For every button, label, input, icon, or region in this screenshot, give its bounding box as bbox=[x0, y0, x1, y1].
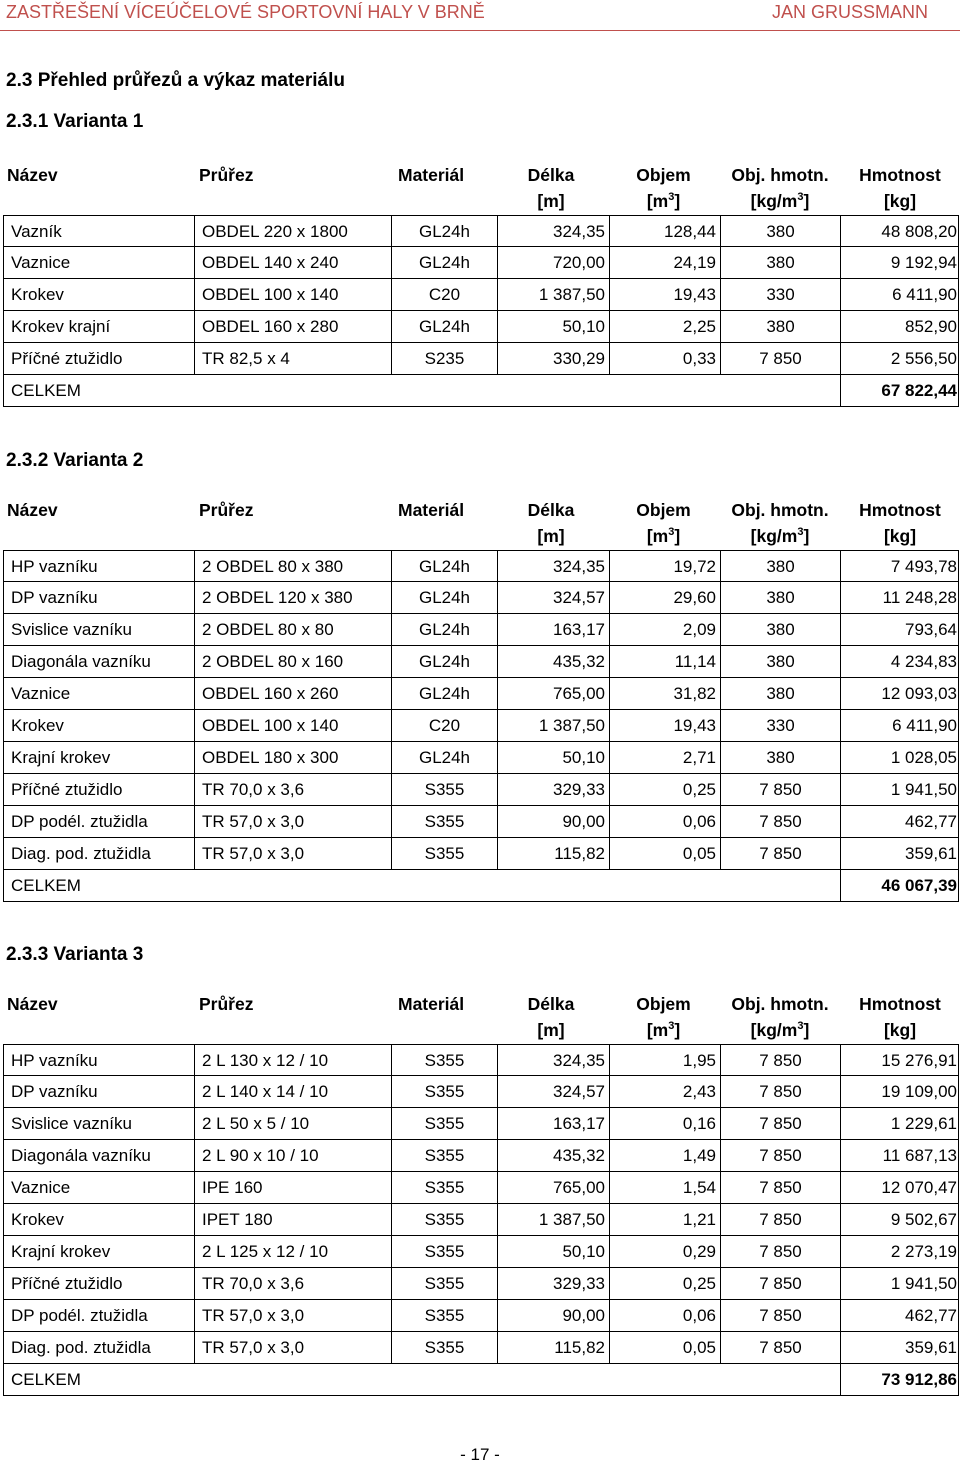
cell-volume: 0,33 bbox=[609, 343, 720, 374]
total-row bbox=[3, 375, 959, 407]
header-volume-unit-line bbox=[608, 188, 719, 214]
cell-mass: 852,90 bbox=[840, 311, 960, 342]
cell-profile: 2 OBDEL 120 x 380 bbox=[194, 582, 391, 613]
cell-name: Vazník bbox=[11, 222, 62, 241]
cell-material: S355 bbox=[391, 838, 497, 869]
header-mass-unit: [kg] bbox=[883, 1020, 917, 1040]
table-header bbox=[3, 989, 959, 1045]
cell-profile: 2 OBDEL 80 x 80 bbox=[194, 614, 391, 645]
cell-material: GL24h bbox=[391, 614, 497, 645]
cell-mass: 1 028,05 bbox=[840, 742, 960, 773]
cell-length: 330,29 bbox=[497, 343, 609, 374]
cell-density: 7 850 bbox=[720, 838, 840, 869]
header-volume-exp: 3 bbox=[668, 526, 675, 539]
cell-length: 765,00 bbox=[497, 678, 609, 709]
cell-profile: 2 L 140 x 14 / 10 bbox=[194, 1076, 391, 1107]
cell-length: 163,17 bbox=[497, 614, 609, 645]
cell-material: S355 bbox=[391, 1300, 497, 1331]
table-row bbox=[3, 1076, 959, 1108]
cell-material: S355 bbox=[391, 774, 497, 805]
header-volume-unit-line bbox=[608, 1017, 719, 1043]
cell-density: 380 bbox=[720, 247, 840, 278]
cell-mass: 9 502,67 bbox=[840, 1204, 960, 1235]
cell-profile: OBDEL 160 x 280 bbox=[194, 311, 391, 342]
header-title: ZASTŘEŠENÍ VÍCEÚČELOVÉ SPORTOVNÍ HALY V BRNĚ bbox=[6, 2, 485, 22]
cell-volume: 29,60 bbox=[609, 582, 720, 613]
cell-mass: 48 808,20 bbox=[840, 216, 960, 246]
header-density-exp: 3 bbox=[797, 1020, 804, 1033]
cell-density: 7 850 bbox=[720, 806, 840, 837]
variant-title: 2.3.2 Varianta 2 bbox=[6, 450, 144, 471]
cell-length: 329,33 bbox=[497, 774, 609, 805]
header-mass bbox=[839, 162, 960, 214]
cell-mass: 462,77 bbox=[840, 1300, 960, 1331]
cell-density: 7 850 bbox=[720, 1108, 840, 1139]
header-material: Materiál bbox=[398, 165, 465, 185]
header-length-unit: [m] bbox=[537, 1020, 565, 1040]
header-material: Materiál bbox=[398, 994, 465, 1014]
cell-density: 7 850 bbox=[720, 1076, 840, 1107]
cell-name: Krokev bbox=[11, 285, 64, 304]
header-length-label: Délka bbox=[527, 165, 575, 185]
cell-material: S355 bbox=[391, 1076, 497, 1107]
header-volume-unit: [m bbox=[646, 191, 669, 211]
cell-volume: 1,21 bbox=[609, 1204, 720, 1235]
table-row bbox=[3, 343, 959, 375]
cell-length: 324,57 bbox=[497, 1076, 609, 1107]
cell-length: 324,35 bbox=[497, 1045, 609, 1075]
cell-volume: 2,71 bbox=[609, 742, 720, 773]
header-density bbox=[719, 162, 841, 214]
total-value: 67 822,44 bbox=[840, 375, 960, 406]
cell-volume: 0,25 bbox=[609, 774, 720, 805]
cell-density: 7 850 bbox=[720, 1300, 840, 1331]
cell-volume: 2,25 bbox=[609, 311, 720, 342]
header-mass bbox=[839, 497, 960, 549]
cell-name: HP vazníku bbox=[11, 1051, 98, 1070]
cell-name: DP vazníku bbox=[11, 588, 98, 607]
cell-volume: 19,72 bbox=[609, 551, 720, 581]
cell-density: 380 bbox=[720, 742, 840, 773]
cell-profile: TR 57,0 x 3,0 bbox=[194, 1332, 391, 1363]
cell-mass: 12 070,47 bbox=[840, 1172, 960, 1203]
cell-name: Příčné ztužidlo bbox=[11, 1274, 123, 1293]
cell-volume: 2,43 bbox=[609, 1076, 720, 1107]
cell-profile: TR 57,0 x 3,0 bbox=[194, 806, 391, 837]
cell-name: Příčné ztužidlo bbox=[11, 780, 123, 799]
cell-density: 7 850 bbox=[720, 1332, 840, 1363]
header-density-unit-line bbox=[719, 188, 841, 214]
cell-length: 1 387,50 bbox=[497, 279, 609, 310]
cell-volume: 11,14 bbox=[609, 646, 720, 677]
cell-volume: 19,43 bbox=[609, 710, 720, 741]
cell-profile: OBDEL 140 x 240 bbox=[194, 247, 391, 278]
cell-density: 330 bbox=[720, 710, 840, 741]
cell-length: 720,00 bbox=[497, 247, 609, 278]
cell-length: 435,32 bbox=[497, 646, 609, 677]
cell-length: 765,00 bbox=[497, 1172, 609, 1203]
header-density-unit-line bbox=[719, 523, 841, 549]
cell-length: 90,00 bbox=[497, 806, 609, 837]
page-number: - 17 - bbox=[460, 1445, 500, 1464]
cell-profile: OBDEL 180 x 300 bbox=[194, 742, 391, 773]
header-profile: Průřez bbox=[199, 165, 254, 185]
cell-material: GL24h bbox=[391, 678, 497, 709]
cell-mass: 1 941,50 bbox=[840, 1268, 960, 1299]
cell-profile: IPE 160 bbox=[194, 1172, 391, 1203]
cell-material: S355 bbox=[391, 1172, 497, 1203]
header-density bbox=[719, 991, 841, 1043]
cell-mass: 11 248,28 bbox=[840, 582, 960, 613]
table-row bbox=[3, 646, 959, 678]
total-row bbox=[3, 1364, 959, 1396]
cell-density: 7 850 bbox=[720, 1268, 840, 1299]
cell-material: S235 bbox=[391, 343, 497, 374]
table-row bbox=[3, 582, 959, 614]
header-volume bbox=[608, 497, 719, 549]
cell-volume: 1,49 bbox=[609, 1140, 720, 1171]
cell-length: 435,32 bbox=[497, 1140, 609, 1171]
header-volume-exp: 3 bbox=[668, 1020, 675, 1033]
table-row bbox=[3, 550, 959, 582]
header-author: JAN GRUSSMANN bbox=[771, 2, 928, 22]
variant-title: 2.3.3 Varianta 3 bbox=[6, 944, 144, 965]
cell-mass: 359,61 bbox=[840, 838, 960, 869]
cell-profile: TR 57,0 x 3,0 bbox=[194, 838, 391, 869]
header-name: Název bbox=[7, 500, 58, 520]
cell-density: 380 bbox=[720, 646, 840, 677]
total-label: CELKEM bbox=[11, 381, 81, 400]
cell-material: GL24h bbox=[391, 646, 497, 677]
cell-density: 380 bbox=[720, 551, 840, 581]
table-row bbox=[3, 215, 959, 247]
header-length-unit: [m] bbox=[537, 191, 565, 211]
table-row bbox=[3, 1044, 959, 1076]
header-mass-unit: [kg] bbox=[883, 191, 917, 211]
cell-profile: 2 OBDEL 80 x 380 bbox=[194, 551, 391, 581]
cell-profile: OBDEL 220 x 1800 bbox=[194, 216, 391, 246]
cell-density: 380 bbox=[720, 678, 840, 709]
cell-mass: 9 192,94 bbox=[840, 247, 960, 278]
table-row bbox=[3, 1300, 959, 1332]
cell-length: 1 387,50 bbox=[497, 710, 609, 741]
section-title: 2.3 Přehled průřezů a výkaz materiálu bbox=[6, 70, 345, 91]
cell-profile: OBDEL 100 x 140 bbox=[194, 710, 391, 741]
cell-volume: 0,29 bbox=[609, 1236, 720, 1267]
header-profile: Průřez bbox=[199, 500, 254, 520]
cell-name: Krokev bbox=[11, 1210, 64, 1229]
cell-profile: TR 57,0 x 3,0 bbox=[194, 1300, 391, 1331]
cell-profile: TR 82,5 x 4 bbox=[194, 343, 391, 374]
cell-material: GL24h bbox=[391, 311, 497, 342]
cell-volume: 128,44 bbox=[609, 216, 720, 246]
cell-material: S355 bbox=[391, 1140, 497, 1171]
cell-material: S355 bbox=[391, 806, 497, 837]
header-length bbox=[496, 991, 606, 1043]
cell-name: Příčné ztužidlo bbox=[11, 349, 123, 368]
cell-volume: 31,82 bbox=[609, 678, 720, 709]
total-value: 73 912,86 bbox=[840, 1364, 960, 1395]
cell-material: S355 bbox=[391, 1204, 497, 1235]
cell-material: S355 bbox=[391, 1332, 497, 1363]
cell-mass: 2 556,50 bbox=[840, 343, 960, 374]
cell-profile: 2 OBDEL 80 x 160 bbox=[194, 646, 391, 677]
cell-name: HP vazníku bbox=[11, 557, 98, 576]
cell-volume: 0,05 bbox=[609, 1332, 720, 1363]
cell-density: 330 bbox=[720, 279, 840, 310]
header-density-unit: [kg/m bbox=[750, 526, 798, 546]
cell-material: GL24h bbox=[391, 742, 497, 773]
cell-length: 324,57 bbox=[497, 582, 609, 613]
header-name: Název bbox=[7, 165, 58, 185]
table-row bbox=[3, 1332, 959, 1364]
cell-material: GL24h bbox=[391, 582, 497, 613]
table-row bbox=[3, 838, 959, 870]
header-density-label: Obj. hmotn. bbox=[731, 994, 829, 1014]
table-row bbox=[3, 1172, 959, 1204]
cell-volume: 1,95 bbox=[609, 1045, 720, 1075]
cell-name: Diagonála vazníku bbox=[11, 652, 151, 671]
cell-mass: 4 234,83 bbox=[840, 646, 960, 677]
total-label: CELKEM bbox=[11, 1370, 81, 1389]
table-row bbox=[3, 1108, 959, 1140]
table-row bbox=[3, 311, 959, 343]
cell-profile: OBDEL 100 x 140 bbox=[194, 279, 391, 310]
header-length-label: Délka bbox=[527, 994, 575, 1014]
cell-name: Vaznice bbox=[11, 684, 71, 703]
cell-material: S355 bbox=[391, 1108, 497, 1139]
cell-volume: 19,43 bbox=[609, 279, 720, 310]
cell-profile: 2 L 50 x 5 / 10 bbox=[194, 1108, 391, 1139]
header-length bbox=[496, 162, 606, 214]
header-volume-label: Objem bbox=[636, 165, 691, 185]
cell-length: 115,82 bbox=[497, 838, 609, 869]
cell-mass: 11 687,13 bbox=[840, 1140, 960, 1171]
header-density-label: Obj. hmotn. bbox=[731, 500, 829, 520]
cell-name: Krajní krokev bbox=[11, 748, 111, 767]
cell-mass: 6 411,90 bbox=[840, 279, 960, 310]
header-mass bbox=[839, 991, 960, 1043]
table-row bbox=[3, 279, 959, 311]
cell-name: Krokev bbox=[11, 716, 64, 735]
cell-profile: OBDEL 160 x 260 bbox=[194, 678, 391, 709]
header-material: Materiál bbox=[398, 500, 465, 520]
cell-mass: 7 493,78 bbox=[840, 551, 960, 581]
header-volume-exp: 3 bbox=[668, 191, 675, 204]
running-header bbox=[0, 0, 960, 31]
cell-density: 7 850 bbox=[720, 1045, 840, 1075]
cell-material: S355 bbox=[391, 1045, 497, 1075]
cell-name: Svislice vazníku bbox=[11, 620, 132, 639]
cell-mass: 1 941,50 bbox=[840, 774, 960, 805]
cell-length: 90,00 bbox=[497, 1300, 609, 1331]
header-mass-unit: [kg] bbox=[883, 526, 917, 546]
cell-density: 7 850 bbox=[720, 343, 840, 374]
cell-density: 7 850 bbox=[720, 1236, 840, 1267]
cell-profile: 2 L 130 x 12 / 10 bbox=[194, 1045, 391, 1075]
cell-mass: 2 273,19 bbox=[840, 1236, 960, 1267]
cell-volume: 0,06 bbox=[609, 1300, 720, 1331]
header-density-label: Obj. hmotn. bbox=[731, 165, 829, 185]
cell-material: S355 bbox=[391, 1268, 497, 1299]
cell-material: GL24h bbox=[391, 216, 497, 246]
cell-name: Vaznice bbox=[11, 253, 71, 272]
cell-material: C20 bbox=[391, 279, 497, 310]
cell-length: 329,33 bbox=[497, 1268, 609, 1299]
cell-name: Krokev krajní bbox=[11, 317, 111, 336]
table-row bbox=[3, 1236, 959, 1268]
header-density-close: ] bbox=[803, 191, 810, 211]
table-row bbox=[3, 806, 959, 838]
cell-volume: 24,19 bbox=[609, 247, 720, 278]
header-volume-unit: [m bbox=[646, 526, 669, 546]
header-volume bbox=[608, 991, 719, 1043]
cell-name: Diag. pod. ztužidla bbox=[11, 844, 151, 863]
table-header bbox=[3, 495, 959, 551]
cell-volume: 0,05 bbox=[609, 838, 720, 869]
cell-mass: 12 093,03 bbox=[840, 678, 960, 709]
cell-material: C20 bbox=[391, 710, 497, 741]
header-length bbox=[496, 497, 606, 549]
cell-name: Diagonála vazníku bbox=[11, 1146, 151, 1165]
cell-profile: TR 70,0 x 3,6 bbox=[194, 774, 391, 805]
header-volume-close: ] bbox=[674, 1020, 681, 1040]
table-body bbox=[3, 1044, 959, 1396]
cell-volume: 0,25 bbox=[609, 1268, 720, 1299]
cell-volume: 2,09 bbox=[609, 614, 720, 645]
cell-mass: 19 109,00 bbox=[840, 1076, 960, 1107]
header-mass-label: Hmotnost bbox=[859, 994, 941, 1014]
cell-name: Krajní krokev bbox=[11, 1242, 111, 1261]
cell-material: S355 bbox=[391, 1236, 497, 1267]
table-row bbox=[3, 710, 959, 742]
cell-mass: 6 411,90 bbox=[840, 710, 960, 741]
cell-volume: 0,06 bbox=[609, 806, 720, 837]
header-volume-label: Objem bbox=[636, 500, 691, 520]
header-density-unit: [kg/m bbox=[750, 191, 798, 211]
cell-material: GL24h bbox=[391, 551, 497, 581]
table-row bbox=[3, 1268, 959, 1300]
table-row bbox=[3, 678, 959, 710]
cell-length: 1 387,50 bbox=[497, 1204, 609, 1235]
cell-name: Svislice vazníku bbox=[11, 1114, 132, 1133]
header-density-exp: 3 bbox=[797, 526, 804, 539]
header-density-unit: [kg/m bbox=[750, 1020, 798, 1040]
cell-name: DP podél. ztužidla bbox=[11, 1306, 148, 1325]
header-volume-close: ] bbox=[674, 191, 681, 211]
cell-density: 7 850 bbox=[720, 1172, 840, 1203]
header-density-exp: 3 bbox=[797, 191, 804, 204]
table-header bbox=[3, 160, 959, 216]
cell-length: 324,35 bbox=[497, 216, 609, 246]
header-name: Název bbox=[7, 994, 58, 1014]
cell-name: DP podél. ztužidla bbox=[11, 812, 148, 831]
cell-name: Vaznice bbox=[11, 1178, 71, 1197]
header-mass-label: Hmotnost bbox=[859, 165, 941, 185]
cell-length: 50,10 bbox=[497, 1236, 609, 1267]
header-length-label: Délka bbox=[527, 500, 575, 520]
table-row bbox=[3, 1204, 959, 1236]
header-density-close: ] bbox=[803, 1020, 810, 1040]
cell-length: 163,17 bbox=[497, 1108, 609, 1139]
table-body bbox=[3, 215, 959, 407]
cell-density: 7 850 bbox=[720, 1204, 840, 1235]
header-volume-close: ] bbox=[674, 526, 681, 546]
cell-length: 324,35 bbox=[497, 551, 609, 581]
table-row bbox=[3, 742, 959, 774]
variant-title: 2.3.1 Varianta 1 bbox=[6, 111, 144, 132]
total-value: 46 067,39 bbox=[840, 870, 960, 901]
cell-mass: 793,64 bbox=[840, 614, 960, 645]
table-row bbox=[3, 247, 959, 279]
cell-volume: 0,16 bbox=[609, 1108, 720, 1139]
cell-profile: 2 L 125 x 12 / 10 bbox=[194, 1236, 391, 1267]
cell-mass: 359,61 bbox=[840, 1332, 960, 1363]
cell-material: GL24h bbox=[391, 247, 497, 278]
table-row bbox=[3, 1140, 959, 1172]
cell-density: 380 bbox=[720, 216, 840, 246]
cell-density: 7 850 bbox=[720, 1140, 840, 1171]
cell-volume: 1,54 bbox=[609, 1172, 720, 1203]
cell-profile: TR 70,0 x 3,6 bbox=[194, 1268, 391, 1299]
header-volume-unit: [m bbox=[646, 1020, 669, 1040]
cell-density: 7 850 bbox=[720, 774, 840, 805]
header-volume bbox=[608, 162, 719, 214]
header-length-unit: [m] bbox=[537, 526, 565, 546]
total-label: CELKEM bbox=[11, 876, 81, 895]
header-mass-label: Hmotnost bbox=[859, 500, 941, 520]
header-density bbox=[719, 497, 841, 549]
cell-density: 380 bbox=[720, 582, 840, 613]
cell-length: 115,82 bbox=[497, 1332, 609, 1363]
cell-profile: IPET 180 bbox=[194, 1204, 391, 1235]
cell-mass: 15 276,91 bbox=[840, 1045, 960, 1075]
cell-mass: 462,77 bbox=[840, 806, 960, 837]
total-row bbox=[3, 870, 959, 902]
cell-name: Diag. pod. ztužidla bbox=[11, 1338, 151, 1357]
cell-length: 50,10 bbox=[497, 742, 609, 773]
table-row bbox=[3, 614, 959, 646]
cell-density: 380 bbox=[720, 614, 840, 645]
header-profile: Průřez bbox=[199, 994, 254, 1014]
cell-profile: 2 L 90 x 10 / 10 bbox=[194, 1140, 391, 1171]
header-density-close: ] bbox=[803, 526, 810, 546]
cell-density: 380 bbox=[720, 311, 840, 342]
table-body bbox=[3, 550, 959, 902]
header-volume-label: Objem bbox=[636, 994, 691, 1014]
table-row bbox=[3, 774, 959, 806]
header-density-unit-line bbox=[719, 1017, 841, 1043]
cell-length: 50,10 bbox=[497, 311, 609, 342]
cell-name: DP vazníku bbox=[11, 1082, 98, 1101]
cell-mass: 1 229,61 bbox=[840, 1108, 960, 1139]
header-volume-unit-line bbox=[608, 523, 719, 549]
